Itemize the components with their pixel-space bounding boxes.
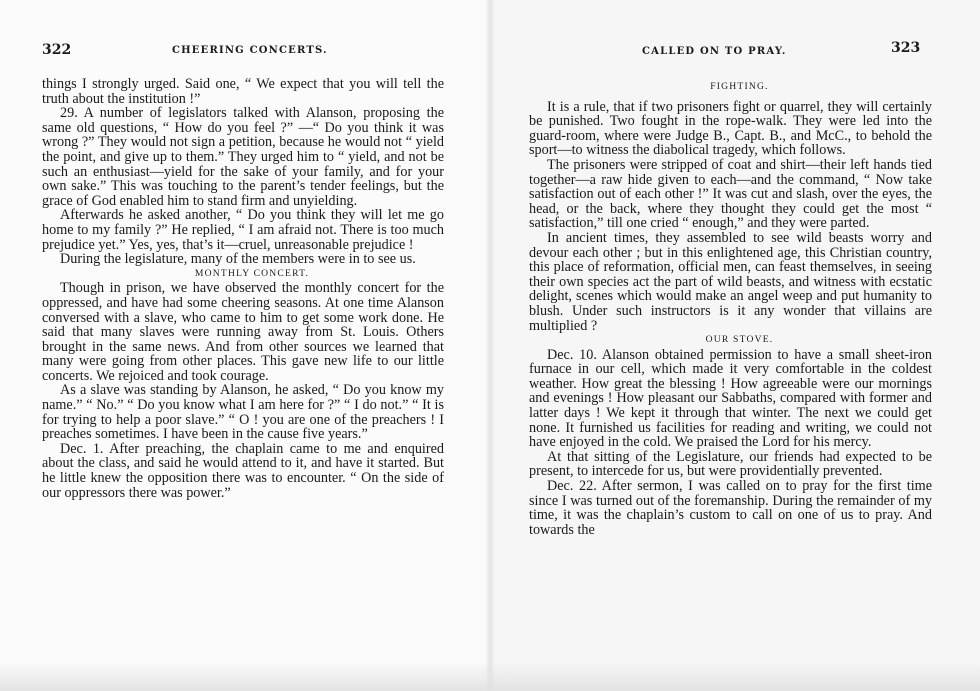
paragraph: Dec. 10. Alanson obtained permission to have a small sheet-iron furnace in our cell, which made it very comfortable in the coldest weather. How great the blessing ! How agreeable were our mornings and evenings ! How pleasant our Sabbaths, compared with former and latter days ! We kept it through that winter. The next we could get none. It furnished us facilities for reading and writing, we could not have enjoyed in the cold. We praised the Lord for his mercy.: [529, 346, 932, 451]
right-page: [490, 0, 980, 691]
section-heading: OUR STOVE.: [705, 334, 774, 346]
paragraph: It is a rule, that if two prisoners fight or quarrel, they will certainly be punished. Two fought in the rope-walk. They were led into the guard-room, where were Judge B., Capt. B., and McC., to behold the sport—to witness the diabolical tragedy, which follows.: [529, 98, 932, 159]
paragraph: Dec. 22. After sermon, I was called on to pray for the first time since I was turned out of the foremanship. During the remainder of my time, it was the chaplain’s custom to call on one of us to pray. And towards the: [529, 478, 932, 538]
bottom-shadow: [0, 661, 980, 691]
paragraph: During the legislature, many of the members were in to see us.: [60, 251, 416, 268]
paragraph: As a slave was standing by Alanson, he asked, “ Do you know my name.” “ No.” “ Do you know what I am here for ?” “ I do not.” “ It is for trying to help a poor slave.” “ O ! you are one of the preachers ! I preaches sometimes. I have been in the cause five years.”: [42, 382, 444, 443]
page-number: 322: [42, 42, 72, 58]
paragraph: In ancient times, they assembled to see wild beasts worry and devour each other ; but in this enlightened age, this Christian country, this place of reformation, official men, can feast themselves, in seeing their own species act the part of wild beasts, and witness with ecstatic delight, scenes which would make an angel weep and put humanity to blush. Under such instructors is it any wonder that villains are multiplied ?: [529, 229, 932, 334]
running-head: CHEERING CONCERTS.: [172, 45, 328, 56]
paragraph: things I strongly urged. Said one, “ We expect that you will tell the truth about the institution !”: [42, 76, 444, 107]
paragraph: Though in prison, we have observed the monthly concert for the oppressed, and have had some cheering seasons. At one time Alanson conversed with a slave, who came to him to get some work done. He said that many slaves were running away from St. Louis. Others brought in the same news. And from other sources we learned that many were going from other places. This gave new life to our little concerts. We rejoiced and took courage.: [42, 280, 444, 384]
paragraph: The prisoners were stripped of coat and shirt—their left hands tied together—a raw hide given to each—and the command, “ Now take satisfaction out of each other !” It was cut and slash, over the eyes, the head, or the back, where they thought they could get the most “ satisfaction,” till one cried “ enough,” and they were parted.: [529, 156, 932, 232]
page-number: 323: [891, 40, 921, 56]
text-column: [529, 80, 932, 537]
section-heading: FIGHTING.: [710, 81, 769, 92]
paragraph: 29. A number of legislators talked with Alanson, proposing the same old questions, “ How do you feel ?” —“ Do you think it was wrong ?” They would not sign a petition, because he would not “ yield the point, and give up to them.” They urged him to “ yield, and not be such an enthusiast—yield for the sake of your family, and for your own sake.” This was touching to the parent’s tender feelings, but the grace of God enabled him to stand firm and unyielding.: [42, 105, 444, 209]
paragraph: At that sitting of the Legislature, our friends had expected to be present, to intercede for us, but were providentially prevented.: [529, 448, 932, 480]
text-column: [42, 77, 444, 500]
section-heading: MONTHLY CONCERT.: [194, 267, 310, 279]
book-spine: [486, 0, 494, 691]
paragraph: Dec. 1. After preaching, the chaplain came to me and enquired about the class, and said he would attend to it, and have it started. But he little knew the opposition there was to encounter. “ On the side of our oppressors there was power.”: [42, 440, 444, 501]
paragraph: Afterwards he asked another, “ Do you think they will let me go home to my family ?” He replied, “ I am afraid not. There is too much prejudice yet.” Yes, yes, that’s it—cruel, unreasonable prejudice !: [42, 207, 444, 253]
running-head: CALLED ON TO PRAY.: [642, 46, 787, 57]
